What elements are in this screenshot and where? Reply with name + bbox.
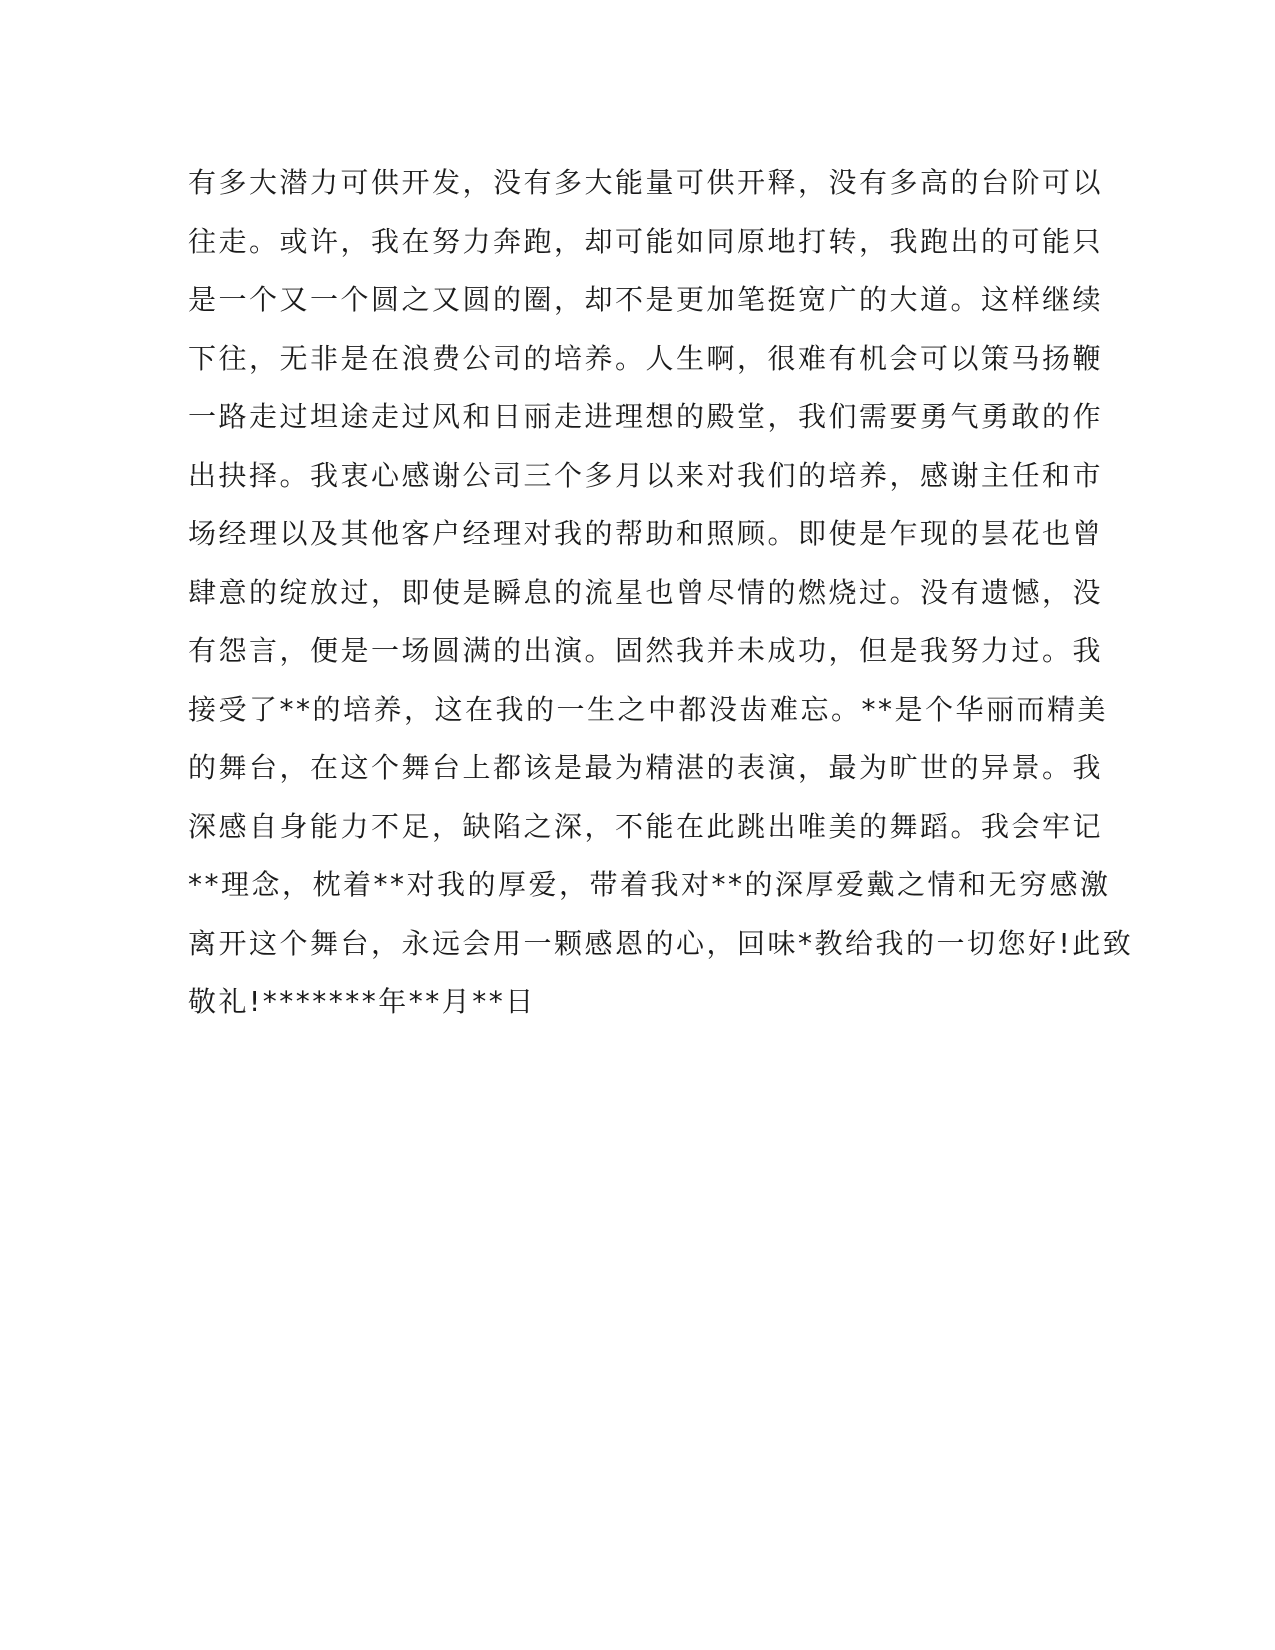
text-line: 肆意的绽放过，即使是瞬息的流星也曾尽情的燃烧过。没有遗憾，没 [188,575,1104,609]
text-line: 出抉择。我衷心感谢公司三个多月以来对我们的培养，感谢主任和市 [188,458,1104,492]
text-line: 下往，无非是在浪费公司的培养。人生啊，很难有机会可以策马扬鞭 [188,341,1104,375]
text-line: 场经理以及其他客户经理对我的帮助和照顾。即使是乍现的昙花也曾 [188,517,1104,550]
text-line: **理念，枕着**对我的厚爱，带着我对**的深厚爱戴之情和无穷感激 [188,868,1111,901]
text-line: 一路走过坦途走过风和日丽走进理想的殿堂，我们需要勇气勇敢的作 [188,400,1104,433]
text-line: 接受了**的培养，这在我的一生之中都没齿难忘。**是个华丽而精美 [188,692,1109,726]
text-line: 离开这个舞台，永远会用一颗感恩的心，回味*教给我的一切您好!此致 [188,926,1134,960]
text-line: 有怨言，便是一场圆满的出演。固然我并未成功，但是我努力过。我 [188,634,1104,667]
text-line: 的舞台，在这个舞台上都该是最为精湛的表演，最为旷世的异景。我 [188,751,1104,784]
closing-line: 敬礼!*******年**月**日 [188,985,536,1018]
text-line: 往走。或许，我在努力奔跑，却可能如同原地打转，我跑出的可能只 [188,224,1104,258]
text-line: 有多大潜力可供开发，没有多大能量可供开释，没有多高的台阶可以 [188,166,1104,199]
text-line: 深感自身能力不足，缺陷之深，不能在此跳出唯美的舞蹈。我会牢记 [188,809,1104,843]
letter-body [188,166,1134,1046]
text-line: 是一个又一个圆之又圆的圈，却不是更加笔挺宽广的大道。这样继续 [188,283,1104,316]
